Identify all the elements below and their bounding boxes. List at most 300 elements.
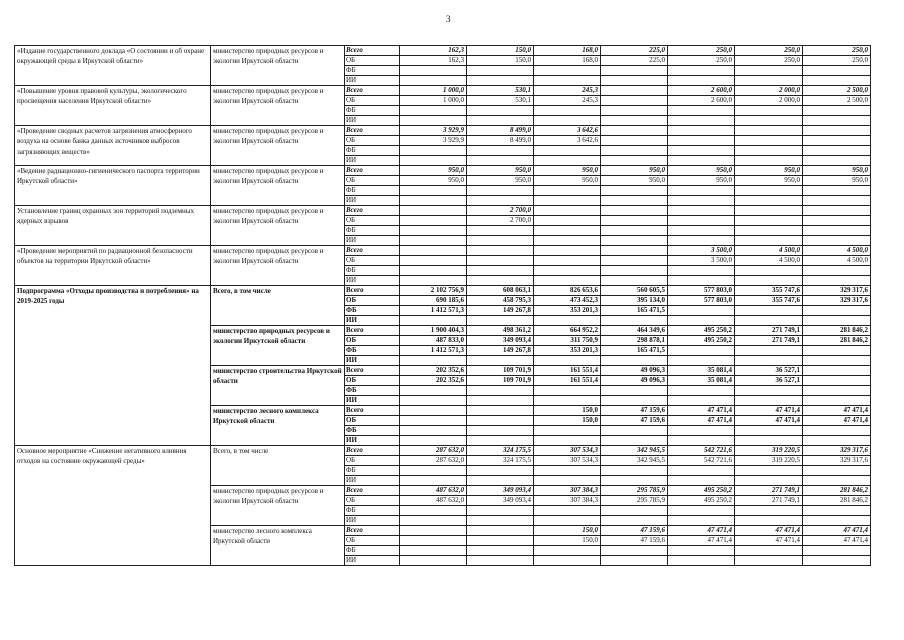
amount-cell: [400, 536, 467, 546]
amount-cell: [467, 416, 534, 426]
amount-cell: [803, 226, 871, 236]
funding-source-cell: ОБ: [345, 296, 400, 306]
amount-cell: [467, 106, 534, 116]
funding-source-cell: ФБ: [345, 226, 400, 236]
amount-cell: [467, 156, 534, 166]
amount-cell: [803, 306, 871, 316]
amount-cell: [534, 266, 601, 276]
amount-cell: 2 500,0: [803, 86, 871, 96]
amount-cell: [467, 476, 534, 486]
amount-cell: 530,1: [467, 96, 534, 106]
funding-source-cell: ФБ: [345, 466, 400, 476]
amount-cell: [534, 466, 601, 476]
amount-cell: [735, 546, 803, 556]
amount-cell: [803, 346, 871, 356]
amount-cell: [735, 306, 803, 316]
amount-cell: 498 361,2: [467, 326, 534, 336]
amount-cell: [534, 436, 601, 446]
amount-cell: [400, 466, 467, 476]
funding-source-cell: Всего: [345, 246, 400, 256]
funding-source-cell: ФБ: [345, 306, 400, 316]
funding-source-cell: ОБ: [345, 376, 400, 386]
funding-source-cell: ИИ: [345, 316, 400, 326]
amount-cell: [467, 516, 534, 526]
amount-cell: 2 600,0: [668, 86, 735, 96]
amount-cell: [467, 186, 534, 196]
amount-cell: [803, 436, 871, 446]
amount-cell: 2 700,0: [467, 216, 534, 226]
amount-cell: 36 527,1: [735, 366, 803, 376]
funding-source-cell: ИИ: [345, 356, 400, 366]
amount-cell: [735, 146, 803, 156]
amount-cell: 150,0: [534, 406, 601, 416]
amount-cell: [467, 536, 534, 546]
amount-cell: [400, 236, 467, 246]
amount-cell: 225,0: [601, 56, 668, 66]
amount-cell: [601, 316, 668, 326]
table-row: [15, 126, 871, 136]
amount-cell: 8 499,0: [467, 136, 534, 146]
funding-source-cell: ИИ: [345, 436, 400, 446]
amount-cell: 950,0: [803, 166, 871, 176]
amount-cell: 150,0: [534, 536, 601, 546]
amount-cell: [534, 276, 601, 286]
amount-cell: [668, 186, 735, 196]
executor-cell: министерство природных ресурсов и экологии Иркутской области: [211, 86, 345, 126]
amount-cell: 1 000,0: [400, 86, 467, 96]
amount-cell: [668, 546, 735, 556]
amount-cell: [534, 186, 601, 196]
amount-cell: [467, 246, 534, 256]
amount-cell: [400, 186, 467, 196]
amount-cell: 487 833,0: [400, 336, 467, 346]
amount-cell: [601, 426, 668, 436]
amount-cell: [803, 76, 871, 86]
amount-cell: [668, 276, 735, 286]
amount-cell: 950,0: [735, 166, 803, 176]
amount-cell: [735, 186, 803, 196]
budget-table: [14, 45, 871, 566]
executor-cell: министерство лесного комплекса Иркутской области: [211, 526, 345, 566]
amount-cell: 47 471,4: [735, 406, 803, 416]
funding-source-cell: ОБ: [345, 96, 400, 106]
funding-source-cell: ИИ: [345, 156, 400, 166]
amount-cell: [400, 506, 467, 516]
amount-cell: [400, 526, 467, 536]
amount-cell: 47 471,4: [668, 416, 735, 426]
amount-cell: 487 632,0: [400, 486, 467, 496]
amount-cell: 473 452,3: [534, 296, 601, 306]
amount-cell: [668, 556, 735, 566]
amount-cell: 35 081,4: [668, 366, 735, 376]
amount-cell: [803, 426, 871, 436]
amount-cell: [668, 506, 735, 516]
amount-cell: 950,0: [601, 176, 668, 186]
amount-cell: [467, 116, 534, 126]
amount-cell: [803, 196, 871, 206]
amount-cell: [668, 466, 735, 476]
funding-source-cell: ФБ: [345, 146, 400, 156]
funding-source-cell: Всего: [345, 46, 400, 56]
amount-cell: 47 471,4: [735, 416, 803, 426]
amount-cell: [400, 226, 467, 236]
amount-cell: [400, 396, 467, 406]
amount-cell: 329 317,6: [803, 446, 871, 456]
amount-cell: 8 499,0: [467, 126, 534, 136]
amount-cell: [668, 516, 735, 526]
amount-cell: 324 175,5: [467, 446, 534, 456]
amount-cell: 287 632,0: [400, 456, 467, 466]
amount-cell: 250,0: [735, 56, 803, 66]
amount-cell: [803, 126, 871, 136]
amount-cell: [803, 396, 871, 406]
funding-source-cell: ОБ: [345, 216, 400, 226]
amount-cell: 161 551,4: [534, 376, 601, 386]
amount-cell: [400, 406, 467, 416]
amount-cell: [735, 156, 803, 166]
amount-cell: 271 749,1: [735, 326, 803, 336]
amount-cell: 149 267,8: [467, 346, 534, 356]
amount-cell: [803, 66, 871, 76]
amount-cell: 149 267,8: [467, 306, 534, 316]
amount-cell: [668, 476, 735, 486]
amount-cell: 271 749,1: [735, 336, 803, 346]
amount-cell: 271 749,1: [735, 496, 803, 506]
amount-cell: 826 653,6: [534, 286, 601, 296]
table-row: [15, 206, 871, 216]
amount-cell: 1 000,0: [400, 96, 467, 106]
amount-cell: 3 642,6: [534, 126, 601, 136]
amount-cell: [467, 556, 534, 566]
amount-cell: [467, 386, 534, 396]
amount-cell: [803, 386, 871, 396]
amount-cell: 35 081,4: [668, 376, 735, 386]
amount-cell: [668, 106, 735, 116]
amount-cell: 47 471,4: [803, 526, 871, 536]
amount-cell: 2 102 756,9: [400, 286, 467, 296]
amount-cell: 250,0: [668, 46, 735, 56]
amount-cell: [735, 516, 803, 526]
amount-cell: 165 471,5: [601, 306, 668, 316]
amount-cell: [534, 66, 601, 76]
amount-cell: [467, 266, 534, 276]
amount-cell: [534, 76, 601, 86]
funding-source-cell: ОБ: [345, 136, 400, 146]
amount-cell: [534, 116, 601, 126]
amount-cell: 464 349,6: [601, 326, 668, 336]
amount-cell: 3 642,6: [534, 136, 601, 146]
amount-cell: 487 632,0: [400, 496, 467, 506]
amount-cell: [803, 106, 871, 116]
amount-cell: 165 471,5: [601, 346, 668, 356]
amount-cell: [400, 76, 467, 86]
amount-cell: [534, 386, 601, 396]
funding-source-cell: Всего: [345, 166, 400, 176]
amount-cell: 1 412 571,3: [400, 306, 467, 316]
amount-cell: [467, 466, 534, 476]
funding-source-cell: ИИ: [345, 236, 400, 246]
amount-cell: [803, 316, 871, 326]
amount-cell: 311 750,9: [534, 336, 601, 346]
funding-source-cell: Всего: [345, 326, 400, 336]
amount-cell: 307 384,3: [534, 486, 601, 496]
amount-cell: [534, 476, 601, 486]
amount-cell: 250,0: [735, 46, 803, 56]
amount-cell: [735, 196, 803, 206]
amount-cell: 168,0: [534, 46, 601, 56]
amount-cell: [534, 156, 601, 166]
amount-cell: 329 317,6: [803, 286, 871, 296]
amount-cell: 2 000,0: [735, 96, 803, 106]
executor-cell: министерство лесного комплекса Иркутской области: [211, 406, 345, 446]
amount-cell: [601, 106, 668, 116]
funding-source-cell: ОБ: [345, 536, 400, 546]
amount-cell: 319 220,5: [735, 446, 803, 456]
amount-cell: 3 929,9: [400, 126, 467, 136]
amount-cell: [534, 426, 601, 436]
table-row: [15, 246, 871, 256]
amount-cell: [400, 356, 467, 366]
amount-cell: [534, 516, 601, 526]
amount-cell: 1 900 404,3: [400, 326, 467, 336]
amount-cell: 495 250,2: [668, 496, 735, 506]
amount-cell: 245,3: [534, 86, 601, 96]
amount-cell: [534, 546, 601, 556]
amount-cell: [803, 546, 871, 556]
funding-source-cell: Всего: [345, 366, 400, 376]
funding-source-cell: ИИ: [345, 396, 400, 406]
amount-cell: 950,0: [803, 176, 871, 186]
amount-cell: [668, 216, 735, 226]
amount-cell: 250,0: [803, 56, 871, 66]
amount-cell: 495 250,2: [668, 326, 735, 336]
amount-cell: [735, 396, 803, 406]
amount-cell: 281 846,2: [803, 326, 871, 336]
funding-source-cell: ИИ: [345, 116, 400, 126]
amount-cell: 281 846,2: [803, 486, 871, 496]
executor-cell: министерство природных ресурсов и экологии Иркутской области: [211, 126, 345, 166]
amount-cell: 950,0: [467, 176, 534, 186]
amount-cell: 162,3: [400, 56, 467, 66]
amount-cell: [668, 156, 735, 166]
amount-cell: [735, 66, 803, 76]
executor-cell: министерство природных ресурсов и экологии Иркутской области: [211, 486, 345, 526]
amount-cell: 577 803,0: [668, 296, 735, 306]
amount-cell: [467, 356, 534, 366]
table-row: [15, 286, 871, 296]
amount-cell: [400, 556, 467, 566]
amount-cell: 950,0: [534, 166, 601, 176]
amount-cell: [601, 186, 668, 196]
amount-cell: 109 701,9: [467, 376, 534, 386]
amount-cell: [735, 316, 803, 326]
amount-cell: [467, 256, 534, 266]
amount-cell: 271 749,1: [735, 486, 803, 496]
amount-cell: [467, 66, 534, 76]
funding-source-cell: Всего: [345, 486, 400, 496]
amount-cell: 202 352,6: [400, 366, 467, 376]
funding-source-cell: ОБ: [345, 56, 400, 66]
funding-source-cell: ИИ: [345, 196, 400, 206]
amount-cell: [534, 226, 601, 236]
amount-cell: [467, 436, 534, 446]
amount-cell: 458 795,3: [467, 296, 534, 306]
amount-cell: [803, 266, 871, 276]
amount-cell: 281 846,2: [803, 496, 871, 506]
amount-cell: 162,3: [400, 46, 467, 56]
amount-cell: 319 220,5: [735, 456, 803, 466]
amount-cell: [400, 426, 467, 436]
amount-cell: 4 500,0: [803, 256, 871, 266]
amount-cell: 664 952,2: [534, 326, 601, 336]
amount-cell: [735, 76, 803, 86]
funding-source-cell: ОБ: [345, 336, 400, 346]
amount-cell: [400, 266, 467, 276]
amount-cell: 4 500,0: [735, 256, 803, 266]
amount-cell: 150,0: [534, 526, 601, 536]
amount-cell: 150,0: [467, 46, 534, 56]
event-name-cell: «Проведение сводных расчетов загрязнения атмосферного воздуха на основе банка данных источников выбросов загрязняющих веществ»: [15, 126, 211, 166]
funding-source-cell: ФБ: [345, 346, 400, 356]
amount-cell: 49 096,3: [601, 366, 668, 376]
amount-cell: [601, 516, 668, 526]
amount-cell: 245,3: [534, 96, 601, 106]
table-row: [15, 46, 871, 56]
amount-cell: [668, 356, 735, 366]
amount-cell: [601, 556, 668, 566]
amount-cell: [467, 76, 534, 86]
amount-cell: [668, 306, 735, 316]
amount-cell: 608 063,1: [467, 286, 534, 296]
amount-cell: 2 700,0: [467, 206, 534, 216]
amount-cell: [735, 226, 803, 236]
amount-cell: [400, 146, 467, 156]
amount-cell: [601, 206, 668, 216]
amount-cell: [668, 196, 735, 206]
amount-cell: 150,0: [467, 56, 534, 66]
funding-source-cell: Всего: [345, 126, 400, 136]
funding-source-cell: ИИ: [345, 476, 400, 486]
amount-cell: [601, 126, 668, 136]
funding-source-cell: ФБ: [345, 506, 400, 516]
amount-cell: [668, 436, 735, 446]
amount-cell: [601, 356, 668, 366]
amount-cell: 950,0: [400, 176, 467, 186]
amount-cell: 202 352,6: [400, 376, 467, 386]
page-number: 3: [446, 14, 451, 24]
amount-cell: 150,0: [534, 416, 601, 426]
table-row: [15, 166, 871, 176]
amount-cell: [735, 346, 803, 356]
amount-cell: 4 500,0: [735, 246, 803, 256]
amount-cell: [534, 556, 601, 566]
amount-cell: 109 701,9: [467, 366, 534, 376]
event-name-cell: Подпрограмма «Отходы производства и потребления» на 2019-2025 годы: [15, 286, 211, 446]
amount-cell: 47 159,6: [601, 536, 668, 546]
amount-cell: [668, 136, 735, 146]
funding-source-cell: Всего: [345, 526, 400, 536]
amount-cell: 49 096,3: [601, 376, 668, 386]
amount-cell: 295 785,9: [601, 486, 668, 496]
amount-cell: 349 093,4: [467, 486, 534, 496]
amount-cell: [803, 556, 871, 566]
amount-cell: [534, 316, 601, 326]
amount-cell: [400, 386, 467, 396]
table-row: [15, 446, 871, 456]
amount-cell: [601, 66, 668, 76]
amount-cell: [803, 376, 871, 386]
amount-cell: [534, 506, 601, 516]
amount-cell: 295 785,9: [601, 496, 668, 506]
amount-cell: [534, 256, 601, 266]
amount-cell: [735, 136, 803, 146]
amount-cell: 47 471,4: [803, 536, 871, 546]
amount-cell: [601, 216, 668, 226]
amount-cell: [467, 276, 534, 286]
funding-source-cell: ИИ: [345, 556, 400, 566]
funding-source-cell: ОБ: [345, 456, 400, 466]
amount-cell: [735, 476, 803, 486]
amount-cell: [601, 96, 668, 106]
amount-cell: [400, 416, 467, 426]
amount-cell: [735, 426, 803, 436]
amount-cell: [803, 476, 871, 486]
amount-cell: [467, 196, 534, 206]
amount-cell: 298 878,1: [601, 336, 668, 346]
amount-cell: 542 721,6: [668, 446, 735, 456]
event-name-cell: «Проведение мероприятий по радиационной безопасности объектов на территории Иркутской области»: [15, 246, 211, 286]
amount-cell: [803, 146, 871, 156]
amount-cell: 349 093,4: [467, 496, 534, 506]
amount-cell: [534, 396, 601, 406]
amount-cell: [601, 396, 668, 406]
amount-cell: 307 384,3: [534, 496, 601, 506]
amount-cell: 950,0: [601, 166, 668, 176]
amount-cell: 168,0: [534, 56, 601, 66]
amount-cell: 690 185,6: [400, 296, 467, 306]
amount-cell: [601, 386, 668, 396]
funding-source-cell: ФБ: [345, 66, 400, 76]
amount-cell: 47 471,4: [735, 536, 803, 546]
amount-cell: [601, 76, 668, 86]
amount-cell: [601, 226, 668, 236]
amount-cell: 307 534,3: [534, 456, 601, 466]
amount-cell: [735, 466, 803, 476]
amount-cell: 225,0: [601, 46, 668, 56]
amount-cell: [400, 206, 467, 216]
amount-cell: [803, 506, 871, 516]
amount-cell: [601, 276, 668, 286]
amount-cell: 281 846,2: [803, 336, 871, 346]
amount-cell: 47 471,4: [803, 416, 871, 426]
amount-cell: [467, 146, 534, 156]
executor-cell: министерство природных ресурсов и экологии Иркутской области: [211, 166, 345, 206]
amount-cell: [601, 86, 668, 96]
amount-cell: [400, 516, 467, 526]
amount-cell: [668, 226, 735, 236]
amount-cell: [735, 386, 803, 396]
amount-cell: 2 600,0: [668, 96, 735, 106]
amount-cell: 307 534,3: [534, 446, 601, 456]
amount-cell: 395 134,0: [601, 296, 668, 306]
amount-cell: 4 500,0: [803, 246, 871, 256]
amount-cell: 1 412 571,3: [400, 346, 467, 356]
amount-cell: [803, 516, 871, 526]
amount-cell: 3 500,0: [668, 246, 735, 256]
amount-cell: [803, 236, 871, 246]
table-row: [15, 86, 871, 96]
amount-cell: [668, 266, 735, 276]
